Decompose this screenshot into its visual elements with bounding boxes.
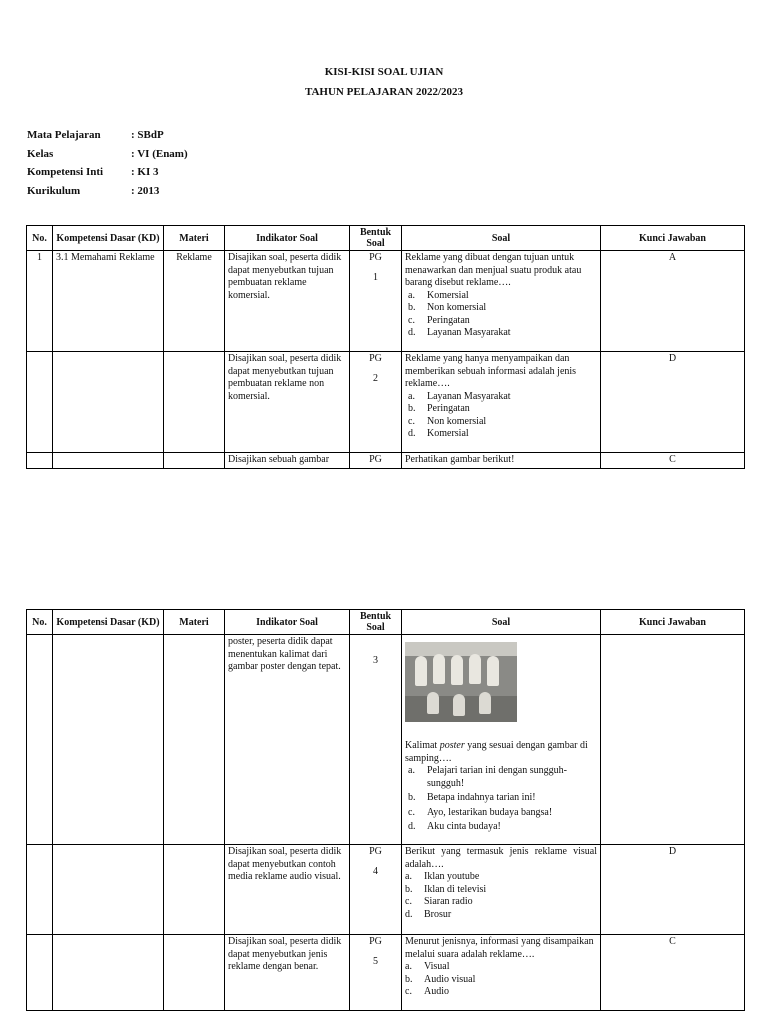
option-text: Aku cinta budaya! [427,821,501,832]
cell-bentuk: PG [350,453,402,469]
cell-materi [164,453,225,469]
cell-soal [402,251,601,352]
option-item [405,821,597,834]
question-text-part: yang sesuai dengan gambar di samping…. [405,740,588,764]
option-text: Komersial [427,428,469,439]
cell-indikator: Disajikan soal, peserta didik dapat menyebutkan tujuan pembuatan reklame non komersial. [225,352,350,453]
cell-bentuk [350,845,402,935]
option-item [405,416,597,429]
cell-materi [164,352,225,453]
table-row [27,352,745,453]
table-header-row [27,610,745,635]
option-item [405,302,597,315]
cell-kd [53,845,164,935]
table-row [27,453,745,469]
question-number: 2 [373,372,378,384]
bentuk-type: PG [369,936,382,947]
option-text: Peringatan [427,314,470,326]
meta-value: : 2013 [131,185,160,197]
exam-grid-table [26,225,745,469]
header-bentuk: Bentuk Soal [350,226,402,251]
cell-materi [164,635,225,845]
header-no: No. [27,226,53,251]
question-number: 3 [373,655,378,666]
cell-soal [402,935,601,1011]
table-header-row [27,226,745,251]
option-text: Audio [424,986,449,997]
dance-poster-image [405,642,517,722]
header-materi: Materi [164,226,225,251]
cell-indikator: Disajikan sebuah gambar [225,453,350,469]
cell-kd [53,453,164,469]
option-item [405,986,597,999]
option-letter: d. [408,821,416,832]
cell-kunci: C [601,935,745,1011]
option-item [405,792,597,805]
option-text: Layanan Masyarakat [427,390,511,402]
cell-kd [53,635,164,845]
cell-soal: Perhatikan gambar berikut! [402,453,601,469]
option-letter: d. [405,908,413,920]
cell-kunci [601,635,745,845]
option-letter: a. [408,390,415,402]
option-text: Ayo, lestarikan budaya bangsa! [427,806,553,818]
option-item [405,391,597,404]
question-text-part: Kalimat [405,740,440,751]
meta-value: : KI 3 [131,166,159,178]
option-text: Layanan Masyarakat [427,327,511,338]
cell-kunci: A [601,251,745,352]
meta-value: : SBdP [131,129,164,141]
question-text [405,740,597,765]
option-letter: a. [408,765,415,776]
cell-indikator: Disajikan soal, peserta didik dapat menyebutkan jenis reklame dengan benar. [225,935,350,1011]
question-text-emphasis: poster [439,740,465,751]
option-letter: d. [408,327,416,338]
table-row [27,845,745,935]
header-bentuk: Bentuk Soal [350,610,402,635]
meta-label: Kelas [27,148,54,160]
header-no: No. [27,610,53,635]
meta-curriculum [27,185,159,197]
cell-kd [53,352,164,453]
option-text: Brosur [424,908,452,920]
option-list [405,391,597,441]
option-text: Siaran radio [424,896,473,907]
cell-indikator: poster, peserta didik dapat menentukan kalimat dari gambar poster dengan tepat. [225,635,350,845]
header-indikator: Indikator Soal [225,610,350,635]
header-soal: Soal [402,610,601,635]
option-letter: a. [405,961,412,972]
cell-soal [402,635,601,845]
option-letter: b. [408,792,416,803]
cell-kd [53,935,164,1011]
bentuk-type: PG [369,252,382,263]
option-letter: c. [405,986,412,997]
cell-no [27,845,53,935]
option-letter: d. [408,428,416,439]
cell-materi [164,845,225,935]
option-list [405,290,597,340]
meta-label: Kompetensi Inti [27,166,104,178]
cell-kunci: D [601,845,745,935]
table-row [27,251,745,352]
option-item [405,909,597,922]
cell-no: 1 [27,251,53,352]
cell-bentuk [350,352,402,453]
option-text: Visual [424,961,450,972]
option-item [405,327,597,340]
option-list [405,871,597,921]
cell-kunci: C [601,453,745,469]
document-subtitle: TAHUN PELAJARAN 2022/2023 [304,86,464,98]
option-item [405,884,597,897]
question-number: 5 [373,955,378,967]
option-item [405,961,597,974]
meta-value: : VI (Enam) [131,148,188,160]
option-letter: c. [408,314,415,326]
header-kunci: Kunci Jawaban [601,226,745,251]
cell-bentuk [350,935,402,1011]
question-number: 1 [373,271,378,283]
cell-materi [164,935,225,1011]
option-item [405,290,597,303]
option-text: Iklan youtube [424,871,480,882]
question-text: Reklame yang dibuat dengan tujuan untuk menawarkan dan menjual suatu produk atau barang disebut reklame…. [405,252,582,288]
option-list [405,765,597,834]
header-kunci: Kunci Jawaban [601,610,745,635]
option-letter: a. [405,871,412,882]
option-item [405,807,597,820]
option-item [405,403,597,416]
meta-subject [27,129,164,141]
option-item [405,315,597,328]
option-text: Peringatan [427,403,470,414]
table-row [27,935,745,1011]
table-row [27,635,745,845]
header-materi: Materi [164,610,225,635]
option-letter: b. [408,403,416,414]
meta-core-competence [27,166,159,178]
option-text: Komersial [427,289,469,301]
option-text: Pelajari tarian ini dengan sungguh-sungguh! [427,765,567,789]
cell-no [27,352,53,453]
header-kd: Kompetensi Dasar (KD) [53,226,164,251]
header-soal: Soal [402,226,601,251]
cell-bentuk [350,251,402,352]
option-letter: c. [408,806,415,818]
meta-label: Kurikulum [27,185,81,197]
cell-soal [402,352,601,453]
meta-label: Mata Pelajaran [27,129,101,141]
header-indikator: Indikator Soal [225,226,350,251]
option-text: Iklan di televisi [424,883,487,895]
option-list [405,961,597,999]
cell-kd: 3.1 Memahami Reklame [53,251,164,352]
cell-no [27,635,53,845]
option-item [405,428,597,441]
cell-indikator: Disajikan soal, peserta didik dapat menyebutkan tujuan pembuatan reklame komersial. [225,251,350,352]
option-text: Audio visual [424,973,476,985]
option-letter: c. [405,896,412,907]
cell-soal [402,845,601,935]
option-letter: c. [408,415,415,427]
option-text: Betapa indahnya tarian ini! [427,792,536,803]
meta-class [27,148,188,160]
option-text: Non komersial [427,302,487,313]
option-letter: b. [405,883,413,895]
option-letter: a. [408,289,415,301]
option-item [405,765,597,790]
question-text: Reklame yang hanya menyampaikan dan memberikan sebuah informasi adalah jenis reklame…. [405,353,577,389]
cell-indikator: Disajikan soal, peserta didik dapat menyebutkan contoh media reklame audio visual. [225,845,350,935]
option-text: Non komersial [427,415,487,427]
cell-no [27,935,53,1011]
cell-bentuk [350,635,402,845]
question-number: 4 [373,865,378,877]
header-kd: Kompetensi Dasar (KD) [53,610,164,635]
document-title: KISI-KISI SOAL UJIAN [324,66,444,78]
option-item [405,871,597,884]
option-item [405,974,597,987]
cell-kunci: D [601,352,745,453]
option-letter: b. [408,302,416,313]
cell-no [27,453,53,469]
bentuk-type: PG [369,846,382,857]
bentuk-type: PG [369,353,382,364]
question-text: Menurut jenisnya, informasi yang disampaikan melalui suara adalah reklame…. [405,936,594,960]
cell-materi: Reklame [164,251,225,352]
option-item [405,896,597,909]
option-letter: b. [405,973,413,985]
exam-grid-table-continued [26,609,745,1011]
question-text: Berikut yang termasuk jenis reklame visual adalah…. [405,846,597,870]
